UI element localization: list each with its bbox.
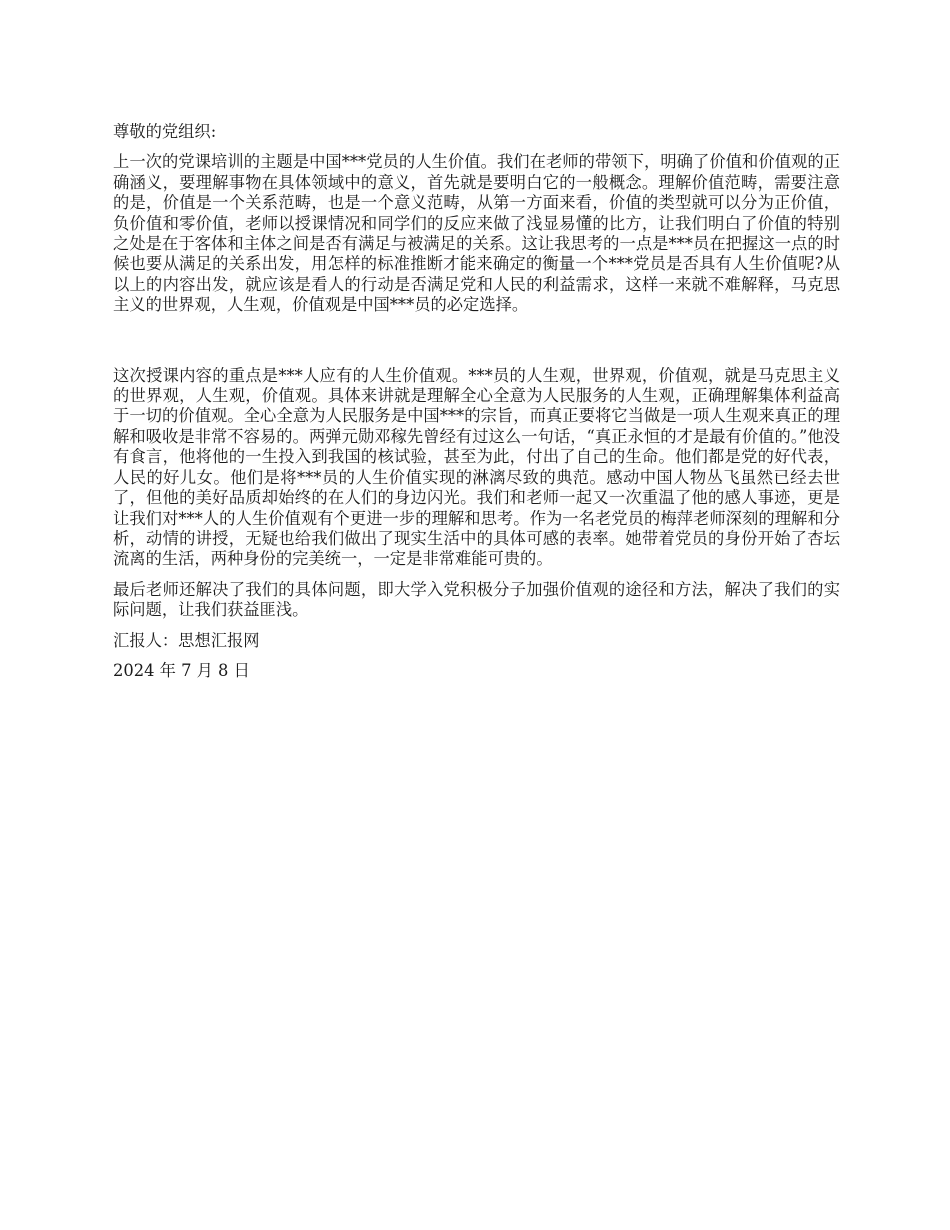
reporter-line: 汇报人：思想汇报网 [113, 630, 260, 650]
salutation: 尊敬的党组织: [113, 122, 217, 141]
date-line: 2024 年 7 月 8 日 [113, 660, 250, 680]
paragraph-3: 最后老师还解决了我们的具体问题，即大学入党积极分子加强价值观的途径和方法，解决了我们的实际问题，让我们获益匪浅。 [113, 579, 840, 620]
paragraph-1: 上一次的党课培训的主题是中国***党员的人生价值。我们在老师的带领下，明确了价值和价值观的正确涵义，要理解事物在具体领域中的意义，首先就是要明白它的一般概念。理解价值范畴，需要注意的是，价值是一个关系范畴，也是一个意义范畴，从第一方面来看，价值的类型就可以分为正价值，负价值和零价值，老师以授课情况和同学们的反应来做了浅显易懂的比方，让我们明白了价值的特别之处是在于客体和主体之间是否有满足与被满足的关系。这让我思考的一点是***员在把握这一点的时候也要从满足的关系出发，用怎样的标准推断才能来确定的衡量一个***党员是否具有人生价值呢?从以上的内容出发，就应该是看人的行动是否满足党和人民的利益需求，这样一来就不难解释，马克思主义的世界观，人生观，价值观是中国***员的必定选择。 [113, 152, 840, 315]
paragraph-gap [113, 326, 840, 366]
paragraph-2: 这次授课内容的重点是***人应有的人生价值观。***员的人生观，世界观，价值观，就是马克思主义的世界观，人生观，价值观。具体来讲就是理解全心全意为人民服务的人生观，正确理解集体利益高于一切的价值观。全心全意为人民服务是中国***的宗旨，而真正要将它当做是一项人生观来真正的理解和吸收是非常不容易的。两弹元勋邓稼先曾经有过这么一句话，“真正永恒的才是最有价值的。”他没有食言，他将他的一生投入到我国的核试验，甚至为此，付出了自己的生命。他们都是党的好代表，人民的好儿女。他们是将***员的人生价值实现的淋漓尽致的典范。感动中国人物丛飞虽然已经去世了，但他的美好品质却始终的在人们的身边闪光。我们和老师一起又一次重温了他的感人事迹，更是让我们对***人的人生价值观有个更进一步的理解和思考。作为一名老党员的梅萍老师深刻的理解和分析，动情的讲授，无疑也给我们做出了现实生活中的具体可感的表率。她带着党员的身份开始了杏坛流离的生活，两种身份的完美统一，一定是非常难能可贵的。 [113, 365, 840, 569]
